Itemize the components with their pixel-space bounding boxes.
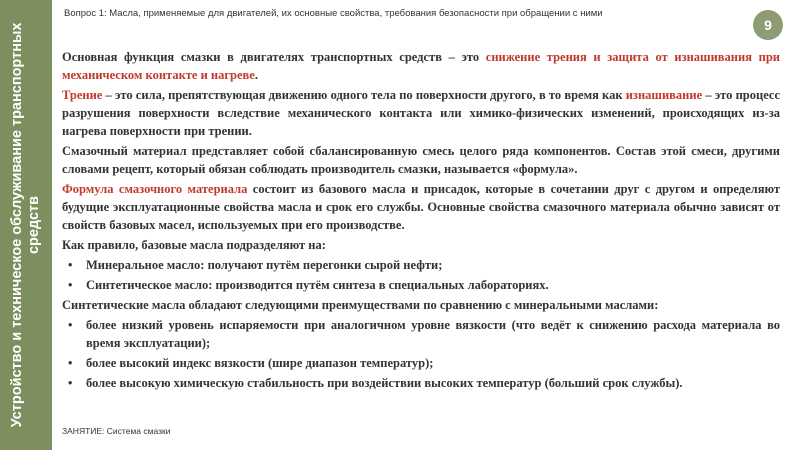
highlight-friction: Трение: [62, 88, 103, 102]
sidebar: [0, 0, 52, 450]
highlight-text: снижение трения и защита от изнашивания при механическом контакте и нагреве: [62, 50, 780, 82]
paragraph-text: – это процесс разрушения поверхности вследствие механического контакта или химико-физических изменений, происходящих из-за нагрева поверхности при трении.: [62, 88, 780, 138]
paragraph-base-oils: Как правило, базовые масла подразделяют на:: [62, 238, 326, 252]
paragraph-main-function: [62, 48, 780, 84]
base-oils-list: [62, 256, 780, 294]
highlight-wear: изнашивание: [625, 88, 703, 102]
sidebar-title: Устройство и техническое обслуживание транспортных средств: [9, 22, 42, 428]
list-item: • Синтетическое масло: производится путём синтеза в специальных лабораториях.: [62, 276, 780, 294]
paragraph-text: Основная функция смазки в двигателях транспортных средств – это: [62, 50, 486, 64]
slide-footer: ЗАНЯТИЕ: Система смазки: [62, 426, 171, 436]
page-number-badge: 9: [753, 10, 783, 40]
paragraph-text: состоит из базового масла и присадок, которые в сочетании друг с другом и определяют будущие эксплуатационные свойства масла и срок его службы. Основные свойства смазочного материала обычно зависят от свойств базовых масел, используемых при его производстве.: [62, 182, 780, 232]
paragraph-text: – это сила, препятствующая движению одного тела по поверхности другого, в то время как: [102, 88, 626, 102]
paragraph-lubricant: Смазочный материал представляет собой сбалансированную смесь целого ряда компонентов. Состав этой смеси, другими словами рецепт, который обязан соблюдать производитель смазки, называется «формула».: [62, 144, 780, 176]
slide-body: [62, 48, 780, 430]
paragraph-synthetic-advantages: Синтетические масла обладают следующими преимуществами по сравнению с минеральными маслами:: [62, 298, 659, 312]
list-item: • Минеральное масло: получают путём перегонки сырой нефти;: [62, 256, 780, 274]
list-item: • более низкий уровень испаряемости при аналогичном уровне вязкости (что ведёт к снижению расхода материала во время эксплуатации);: [62, 316, 780, 352]
paragraph-friction: [62, 86, 780, 140]
highlight-formula: Формула смазочного материала: [62, 182, 248, 196]
paragraph-formula: [62, 180, 780, 234]
list-item: • более высокую химическую стабильность при воздействии высоких температур (больший срок службы).: [62, 374, 780, 392]
slide-header: Вопрос 1: Масла, применяемые для двигателей, их основные свойства, требования безопасности при обращении с ними: [64, 8, 603, 19]
paragraph-end: .: [254, 68, 258, 82]
advantages-list: [62, 316, 780, 392]
list-item: • более высокий индекс вязкости (шире диапазон температур);: [62, 354, 780, 372]
